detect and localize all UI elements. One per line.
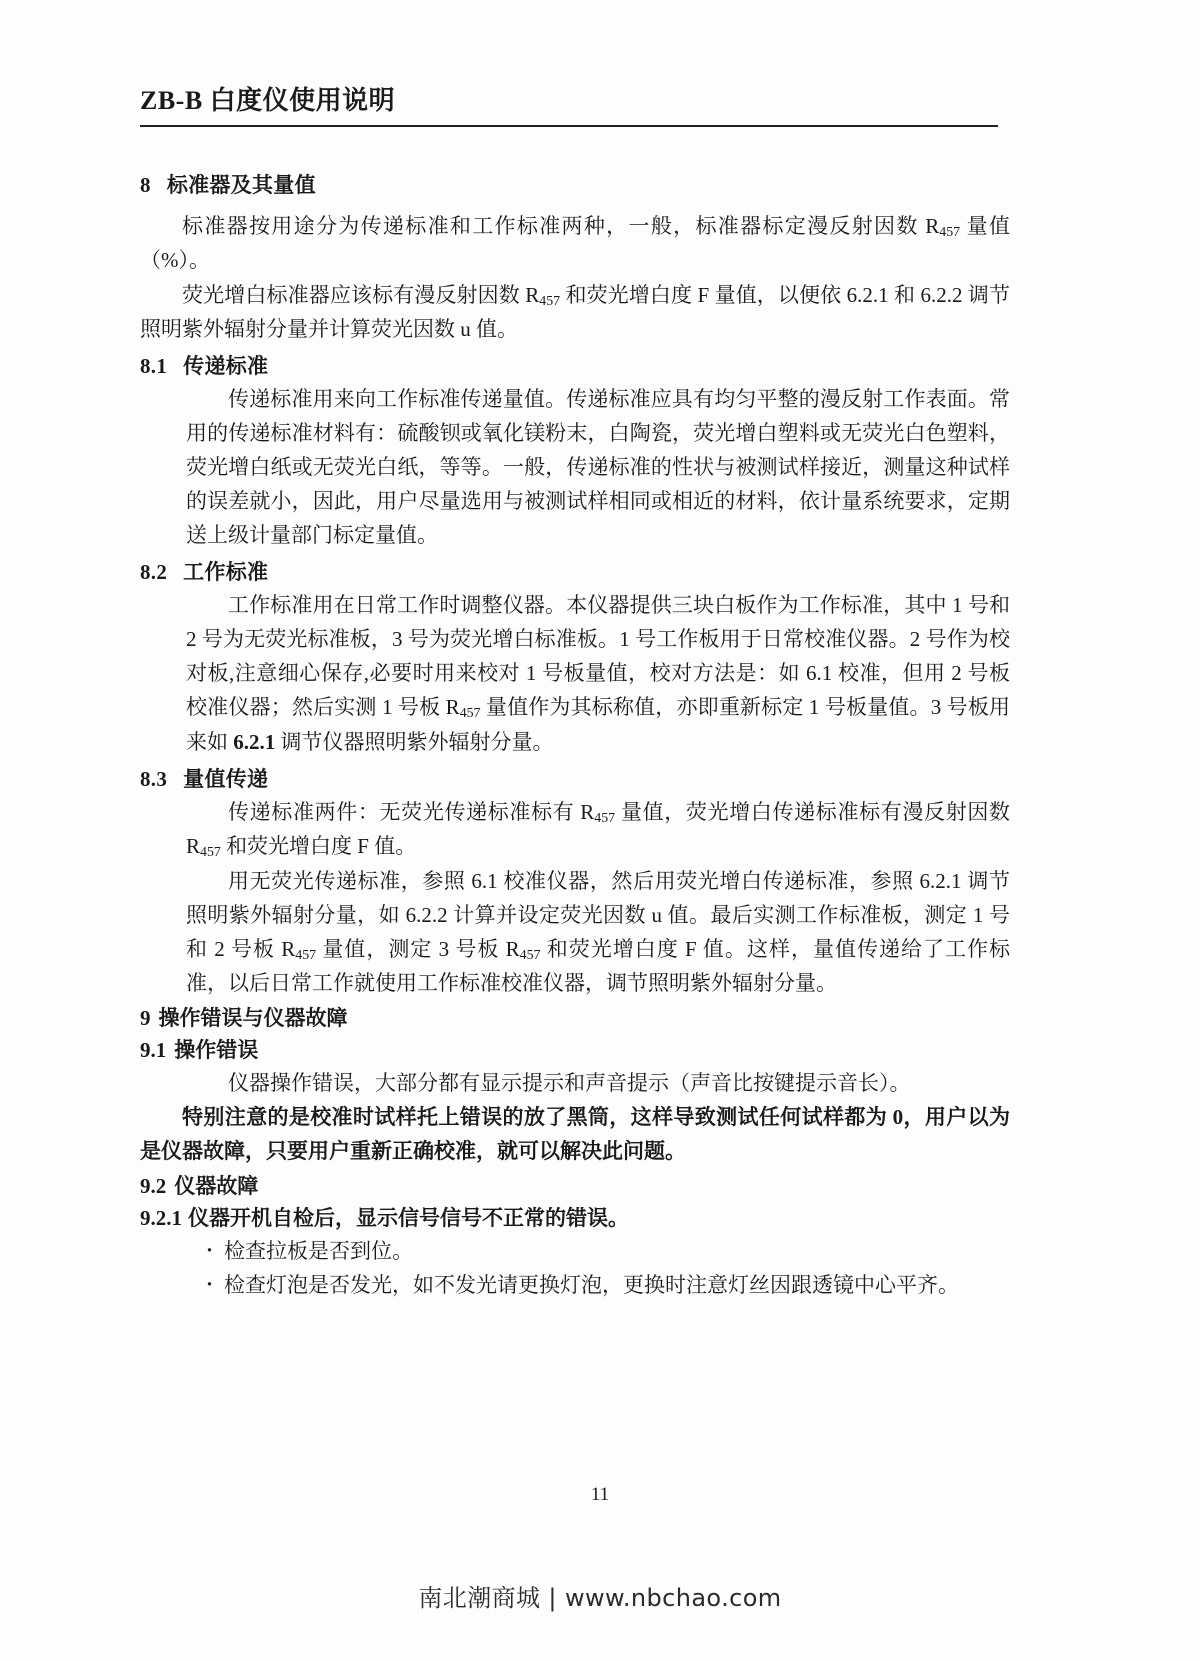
heading-section-9-1 — [140, 1034, 1010, 1064]
paragraph-8-2-body-b: 量值作为其标称值，亦即重新标定 1 号板量值。3 号板用来如 — [186, 695, 1010, 754]
paragraph-8-3-1-b: 量值，荧光增白传递标准标有漫反射因数 R — [186, 799, 1010, 859]
paragraph-8-2-part-a: 荧光增白标准器应该标有漫反射因数 R — [182, 282, 540, 307]
subscript-457: 457 — [295, 946, 317, 962]
heading-title-8: 标准器及其量值 — [166, 173, 316, 197]
header-divider — [140, 125, 998, 127]
heading-section-8 — [140, 169, 1010, 199]
subscript-457: 457 — [200, 844, 221, 860]
paragraph-8-2-body-c: 调节仪器照明紫外辐射分量。 — [275, 729, 554, 754]
heading-title-8-1: 传递标准 — [183, 354, 269, 378]
heading-section-9-2-1 — [140, 1202, 1010, 1232]
heading-section-8-2 — [140, 556, 1010, 586]
list-item: · 检查拉板是否到位。 — [204, 1234, 1010, 1268]
heading-number-8-3: 8.3 — [140, 766, 168, 791]
heading-number-9-1: 9.1 — [140, 1038, 167, 1063]
paragraph-8-2-body-a: 工作标准用在日常工作时调整仪器。本仪器提供三块白板作为工作标准，其中 1 号和 2 号为无荧光标准板，3 号为荧光增白标准板。1 号工作板用于日常校准仪器。2 号作为校对板,注意细心保存,必要时用来校对 1 号板量值，校对方法是：如 6.1 校准，但用 2 号板校准仪器；然后实测 1 号板 R — [186, 593, 1010, 720]
heading-number-8-2: 8.2 — [140, 560, 168, 585]
heading-title-9-2: 仪器故障 — [174, 1174, 259, 1199]
paragraph-9-1-body-2-emphasis: 特别注意的是校准时试样托上错误的放了黑筒，这样导致测试任何试样都为 0，用户以为是仪器故障，只要用户重新正确校准，就可以解决此问题。 — [140, 1105, 1010, 1164]
heading-section-8-1 — [140, 350, 1010, 380]
heading-number-8-1: 8.1 — [140, 354, 168, 378]
page-content — [140, 80, 1010, 1302]
paragraph-8-1-part-a: 标准器按用途分为传递标准和工作标准两种，一般，标准器标定漫反射因数 R — [182, 214, 940, 238]
paragraph-9-1-body-1: 仪器操作错误，大部分都有显示提示和声音提示（声音比按键提示音长）。 — [228, 1071, 911, 1096]
heading-title-9: 操作错误与仪器故障 — [158, 1006, 348, 1031]
paragraph-8-2-body — [186, 588, 1010, 759]
paragraph-8-3-2-c: 和荧光增白度 F 值。这样，量值传递给了工作标准，以后日常工作就使用工作标准校准仪器，调节照明紫外辐射分量。 — [186, 936, 1010, 996]
subscript-457: 457 — [594, 809, 616, 825]
heading-section-9 — [140, 1002, 1010, 1032]
page-number: 11 — [590, 1484, 610, 1505]
paragraph-8-1-body: 传递标准用来向工作标准传递量值。传递标准应具有均匀平整的漫反射工作表面。常用的传递标准材料有：硫酸钡或氧化镁粉末，白陶瓷，荧光增白塑料或无荧光白色塑料，荧光增白纸或无荧光白纸，等等。一般，传递标准的性状与被测试样接近，测量这种试样的误差就小，因此，用户尽量选用与被测试样相同或相近的材料，依计量系统要求，定期送上级计量部门标定量值。 — [186, 387, 1010, 548]
paragraph-8-2 — [140, 278, 1010, 347]
heading-title-8-2: 工作标准 — [183, 560, 269, 585]
list-item: · 检查灯泡是否发光，如不发光请更换灯泡，更换时注意灯丝因跟透镜中心平齐。 — [204, 1268, 1010, 1302]
paragraph-8-1 — [140, 209, 1010, 278]
heading-title-8-3: 量值传递 — [183, 766, 269, 791]
subscript-457: 457 — [519, 946, 541, 962]
paragraph-8-3-1-a: 传递标准两件：无荧光传递标准标有 R — [228, 799, 595, 824]
troubleshooting-bullet-list — [204, 1234, 1010, 1302]
paragraph-8-3-2-a: 用无荧光传递标准，参照 6.1 校准仪器，然后用荧光增白传递标准，参照 6.2.1 调节照明紫外辐射分量，如 6.2.2 计算并设定荧光因数 u 值。最后实测工作标准板，测定 1 号和 2 号板 R — [186, 868, 1010, 961]
subscript-457: 457 — [539, 292, 561, 308]
subscript-457: 457 — [459, 705, 481, 721]
paragraph-8-3-body-2 — [186, 864, 1010, 1001]
heading-section-8-3 — [140, 763, 1010, 793]
paragraph-8-2-part-b: 和荧光增白度 F 量值，以便依 6.2.1 和 6.2.2 调节照明紫外辐射分量并计算荧光因数 u 值。 — [140, 282, 1010, 341]
heading-title-9-1: 操作错误 — [174, 1038, 259, 1063]
heading-number-8: 8 — [140, 173, 151, 197]
heading-title-9-2-1: 仪器开机自检后，显示信号信号不正常的错误。 — [188, 1206, 629, 1231]
inline-reference-621: 6.2.1 — [233, 729, 276, 754]
footer-watermark: 南北潮商城 | www.nbchao.com — [418, 1584, 782, 1612]
subscript-457: 457 — [939, 224, 961, 240]
heading-section-9-2 — [140, 1170, 1010, 1200]
paragraph-8-3-body-1 — [186, 795, 1010, 864]
paragraph-8-3-2-b: 量值，测定 3 号板 R — [316, 936, 520, 961]
heading-number-9-2-1: 9.2.1 — [140, 1206, 182, 1231]
heading-number-9: 9 — [140, 1006, 151, 1031]
heading-number-9-2: 9.2 — [140, 1174, 167, 1199]
paragraph-8-1-part-b: 量值（%）。 — [140, 214, 1010, 273]
paragraph-8-3-1-c: 和荧光增白度 F 值。 — [220, 834, 417, 859]
running-header: ZB-B 白度仪使用说明 — [140, 86, 396, 115]
